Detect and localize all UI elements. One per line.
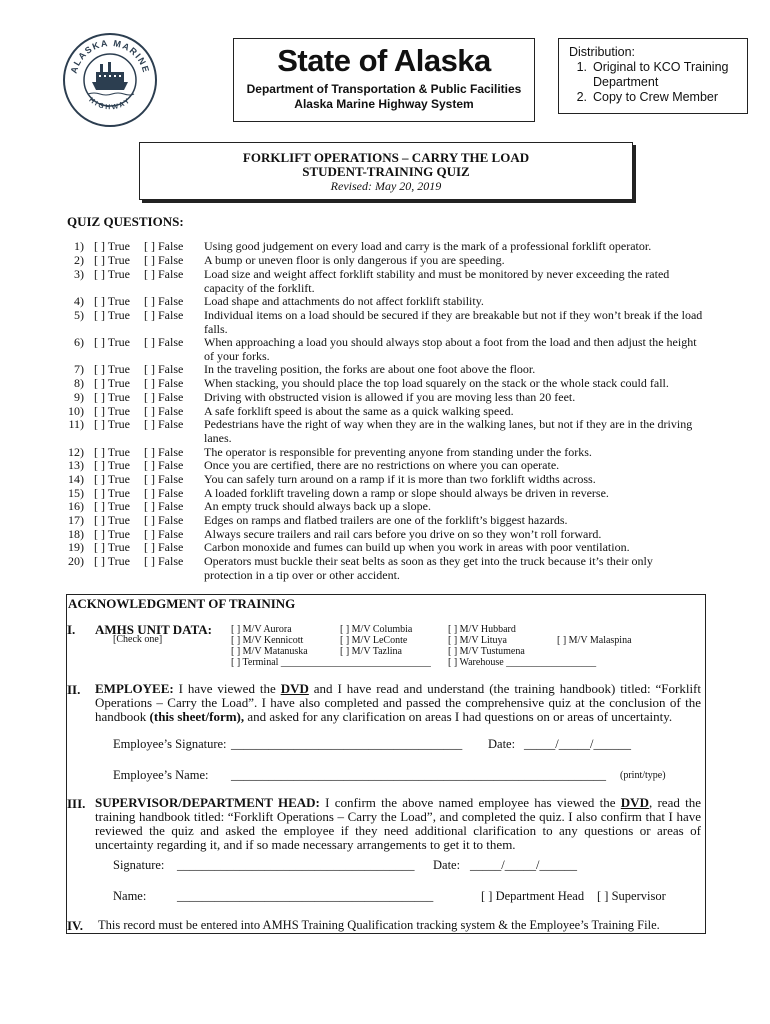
checkbox-columbia[interactable]: [ ] M/V Columbia [340, 624, 413, 635]
false-checkbox[interactable]: [ ] False [144, 486, 184, 500]
true-checkbox[interactable]: [ ] True [94, 417, 131, 431]
true-false-options [94, 240, 183, 254]
true-checkbox[interactable]: [ ] True [94, 390, 131, 404]
question-number: 13) [68, 458, 84, 472]
question-number: 20) [68, 554, 84, 568]
unit-data-label: AMHS UNIT DATA: [95, 622, 213, 637]
svg-text:ALASKA MARINE: ALASKA MARINE [68, 37, 152, 75]
true-checkbox[interactable]: [ ] True [94, 362, 131, 376]
question-number: 11) [68, 417, 84, 431]
false-checkbox[interactable]: [ ] False [144, 445, 184, 459]
question-text: Pedestrians have the right of way when they are in the walking lanes, but not if they are in the driving lanes. [204, 417, 693, 445]
question-number: 4) [74, 294, 84, 308]
checkbox-tustumena[interactable]: [ ] M/V Tustumena [448, 646, 525, 657]
question-number: 14) [68, 472, 84, 486]
question-number: 3) [74, 267, 84, 281]
revision-date: Revised: May 20, 2019 [330, 179, 442, 193]
acknowledgment-title: ACKNOWLEDGMENT OF TRAINING [68, 596, 296, 611]
question-text: Once you are certified, there are no restrictions on where you can operate. [204, 458, 560, 472]
distribution-item: 1. Original to KCO Training Department [576, 60, 729, 89]
true-checkbox[interactable]: [ ] True [94, 472, 131, 486]
false-checkbox[interactable]: [ ] False [144, 253, 184, 267]
true-false-options [94, 541, 183, 555]
false-checkbox[interactable]: [ ] False [144, 335, 184, 349]
true-false-options [94, 514, 183, 528]
false-checkbox[interactable]: [ ] False [144, 554, 184, 568]
true-checkbox[interactable]: [ ] True [94, 445, 131, 459]
question-number: 8) [74, 376, 84, 390]
section-number: IV. [67, 918, 84, 933]
question-number: 17) [68, 513, 84, 527]
false-checkbox[interactable]: [ ] False [144, 308, 184, 322]
question-text: A bump or uneven floor is only dangerous if you are speeding. [204, 253, 505, 267]
section-number: II. [67, 682, 81, 697]
employee-name-label: Employee’s Name: [113, 768, 209, 782]
question-number: 15) [68, 486, 84, 500]
checkbox-malaspina[interactable]: [ ] M/V Malaspina [557, 635, 632, 646]
false-checkbox[interactable]: [ ] False [144, 376, 184, 390]
question-number: 9) [74, 390, 84, 404]
true-checkbox[interactable]: [ ] True [94, 267, 131, 281]
employee-date-label: Date: [488, 737, 516, 751]
true-checkbox[interactable]: [ ] True [94, 527, 131, 541]
question-number: 1) [74, 239, 84, 253]
false-checkbox[interactable]: [ ] False [144, 294, 184, 308]
true-checkbox[interactable]: [ ] True [94, 513, 131, 527]
true-false-options [94, 268, 183, 282]
checkbox-matanuska[interactable]: [ ] M/V Matanuska [231, 646, 308, 657]
employee-name-field[interactable]: ____________________________________________________________ [231, 768, 606, 782]
true-checkbox[interactable]: [ ] True [94, 239, 131, 253]
false-checkbox[interactable]: [ ] False [144, 540, 184, 554]
true-checkbox[interactable]: [ ] True [94, 253, 131, 267]
svg-text:HIGHWAY: HIGHWAY [87, 96, 133, 112]
true-false-options [94, 377, 183, 391]
department-name: Department of Transportation & Public Facilities [246, 82, 522, 96]
true-checkbox[interactable]: [ ] True [94, 308, 131, 322]
supervisor-name-field[interactable]: _________________________________________ [177, 889, 434, 903]
quiz-subtitle: STUDENT-TRAINING QUIZ [302, 164, 470, 179]
alaska-marine-highway-seal [62, 32, 158, 128]
quiz-title-box [139, 142, 633, 200]
supervisor-name-label: Name: [113, 889, 147, 903]
quiz-title: FORKLIFT OPERATIONS – CARRY THE LOAD [242, 150, 530, 165]
question-number: 12) [68, 445, 84, 459]
check-one-note: [Check one] [113, 634, 163, 645]
question-text: Individual items on a load should be secured if they are breakable but not if they won’t break if the load falls. [204, 308, 703, 336]
quiz-heading: QUIZ QUESTIONS: [67, 214, 184, 229]
distribution-item: 2. Copy to Crew Member [576, 90, 719, 104]
checkbox-tazlina[interactable]: [ ] M/V Tazlina [340, 646, 402, 657]
question-number: 18) [68, 527, 84, 541]
true-false-options [94, 459, 183, 473]
true-false-options [94, 254, 183, 268]
false-checkbox[interactable]: [ ] False [144, 513, 184, 527]
question-text: The operator is responsible for preventing anyone from standing under the forks. [204, 445, 592, 459]
checkbox-warehouse[interactable]: [ ] Warehouse __________________ [448, 657, 597, 668]
false-checkbox[interactable]: [ ] False [144, 267, 184, 281]
question-number: 6) [74, 335, 84, 349]
true-false-options [94, 295, 183, 309]
true-false-options [94, 391, 183, 405]
section-number: III. [67, 796, 86, 811]
true-false-options [94, 418, 183, 432]
true-false-options [94, 555, 183, 569]
employee-signature-label: Employee’s Signature: [113, 737, 227, 751]
checkbox-lituya[interactable]: [ ] M/V Lituya [448, 635, 507, 646]
true-checkbox[interactable]: [ ] True [94, 554, 131, 568]
true-false-options [94, 336, 183, 350]
question-number: 7) [74, 362, 84, 376]
true-checkbox[interactable]: [ ] True [94, 294, 131, 308]
question-text: Operators must buckle their seat belts as soon as they get into the truck because it’s their only protection in a tip over or other accident. [204, 554, 653, 582]
question-text: A loaded forklift traveling down a ramp or slope should always be driven in reverse. [204, 486, 609, 500]
checkbox-lecomte[interactable]: [ ] M/V LeConte [340, 635, 408, 646]
question-text: A safe forklift speed is about the same as a quick walking speed. [204, 404, 514, 418]
true-checkbox[interactable]: [ ] True [94, 499, 131, 513]
checkbox-hubbard[interactable]: [ ] M/V Hubbard [448, 624, 516, 635]
page-title: State of Alaska [277, 43, 491, 78]
question-text: Driving with obstructed vision is allowed if you are moving less than 20 feet. [204, 390, 576, 404]
supervisor-signature-field[interactable]: ______________________________________ [177, 858, 415, 872]
question-number: 10) [68, 404, 84, 418]
true-checkbox[interactable]: [ ] True [94, 404, 131, 418]
department-head-checkbox[interactable]: [ ] Department Head [481, 889, 585, 903]
false-checkbox[interactable]: [ ] False [144, 527, 184, 541]
question-text: Load size and weight affect forklift stability and must be monitored by never exceeding the rated capacity of the forklift. [204, 267, 670, 295]
system-name: Alaska Marine Highway System [294, 97, 474, 111]
question-text: An empty truck should always back up a slope. [204, 499, 431, 513]
ship-icon [88, 62, 134, 95]
false-checkbox[interactable]: [ ] False [144, 472, 184, 486]
false-checkbox[interactable]: [ ] False [144, 417, 184, 431]
true-checkbox[interactable]: [ ] True [94, 376, 131, 390]
question-text: Using good judgement on every load and carry is the mark of a professional forklift operator. [204, 239, 652, 253]
false-checkbox[interactable]: [ ] False [144, 362, 184, 376]
employee-statement: EMPLOYEE: I have viewed the DVD and I have read and understand (the training handbook) titled: “Forklift Operations – Carry the Load”. I have also completed and passed the comprehensive quiz at the conclusion of the handbook (this sheet/form), and asked for any clarification on areas I had questions on or areas of uncertainty. [95, 681, 701, 724]
checkbox-aurora[interactable]: [ ] M/V Aurora [231, 624, 292, 635]
question-text: In the traveling position, the forks are about one foot above the floor. [204, 362, 536, 376]
question-number: 19) [68, 540, 84, 554]
question-text: You can safely turn around on a ramp if it is more than two forklift widths across. [204, 472, 596, 486]
question-text: When stacking, you should place the top load squarely on the stack or the whole stack could fall. [204, 376, 669, 390]
supervisor-statement: SUPERVISOR/DEPARTMENT HEAD: I confirm the above named employee has viewed the DVD, read the training handbook titled: “Forklift Operations – Carry the Load”, and completed the quiz. I also confirm that I have reviewed the quiz and asked the employee if they need additional clarification to any questions or areas of uncertainty regarding it, and if so made necessary arrangements to get it to them. [95, 795, 701, 852]
header-box [233, 38, 535, 122]
false-checkbox[interactable]: [ ] False [144, 458, 184, 472]
employee-date-field[interactable]: _____/_____/______ [524, 737, 631, 751]
true-false-options [94, 309, 183, 323]
question-text: Always secure trailers and rail cars before you drive on so they won’t roll forward. [204, 527, 602, 541]
supervisor-signature-label: Signature: [113, 858, 165, 872]
question-number: 2) [74, 253, 84, 267]
true-checkbox[interactable]: [ ] True [94, 486, 131, 500]
true-false-options [94, 500, 183, 514]
true-false-options [94, 473, 183, 487]
employee-signature-field[interactable]: _____________________________________ [231, 737, 463, 751]
checkbox-terminal[interactable]: [ ] Terminal ______________________________ [231, 657, 431, 668]
question-number: 16) [68, 499, 84, 513]
print-type-note: (print/type) [620, 770, 666, 781]
section-number: I. [67, 622, 76, 637]
supervisor-checkbox[interactable]: [ ] Supervisor [597, 889, 666, 903]
distribution-label: Distribution: [569, 45, 635, 59]
true-checkbox[interactable]: [ ] True [94, 458, 131, 472]
question-text: When approaching a load you should always stop about a foot from the load and then adjust the height of your forks. [204, 335, 697, 363]
false-checkbox[interactable]: [ ] False [144, 499, 184, 513]
checkbox-kennicott[interactable]: [ ] M/V Kennicott [231, 635, 304, 646]
true-false-options [94, 363, 183, 377]
supervisor-date-field[interactable]: _____/_____/______ [470, 858, 577, 872]
question-text: Edges on ramps and flatbed trailers are one of the forklift’s biggest hazards. [204, 513, 568, 527]
supervisor-date-label: Date: [433, 858, 461, 872]
question-text: Carbon monoxide and fumes can build up when you work in areas with poor ventilation. [204, 540, 630, 554]
false-checkbox[interactable]: [ ] False [144, 404, 184, 418]
record-note: This record must be entered into AMHS Training Qualification tracking system & the Employee’s Training File. [98, 918, 660, 932]
question-text: Load shape and attachments do not affect forklift stability. [204, 294, 484, 308]
true-checkbox[interactable]: [ ] True [94, 540, 131, 554]
true-checkbox[interactable]: [ ] True [94, 335, 131, 349]
false-checkbox[interactable]: [ ] False [144, 239, 184, 253]
question-number: 5) [74, 308, 84, 322]
false-checkbox[interactable]: [ ] False [144, 390, 184, 404]
distribution-box [558, 38, 748, 114]
